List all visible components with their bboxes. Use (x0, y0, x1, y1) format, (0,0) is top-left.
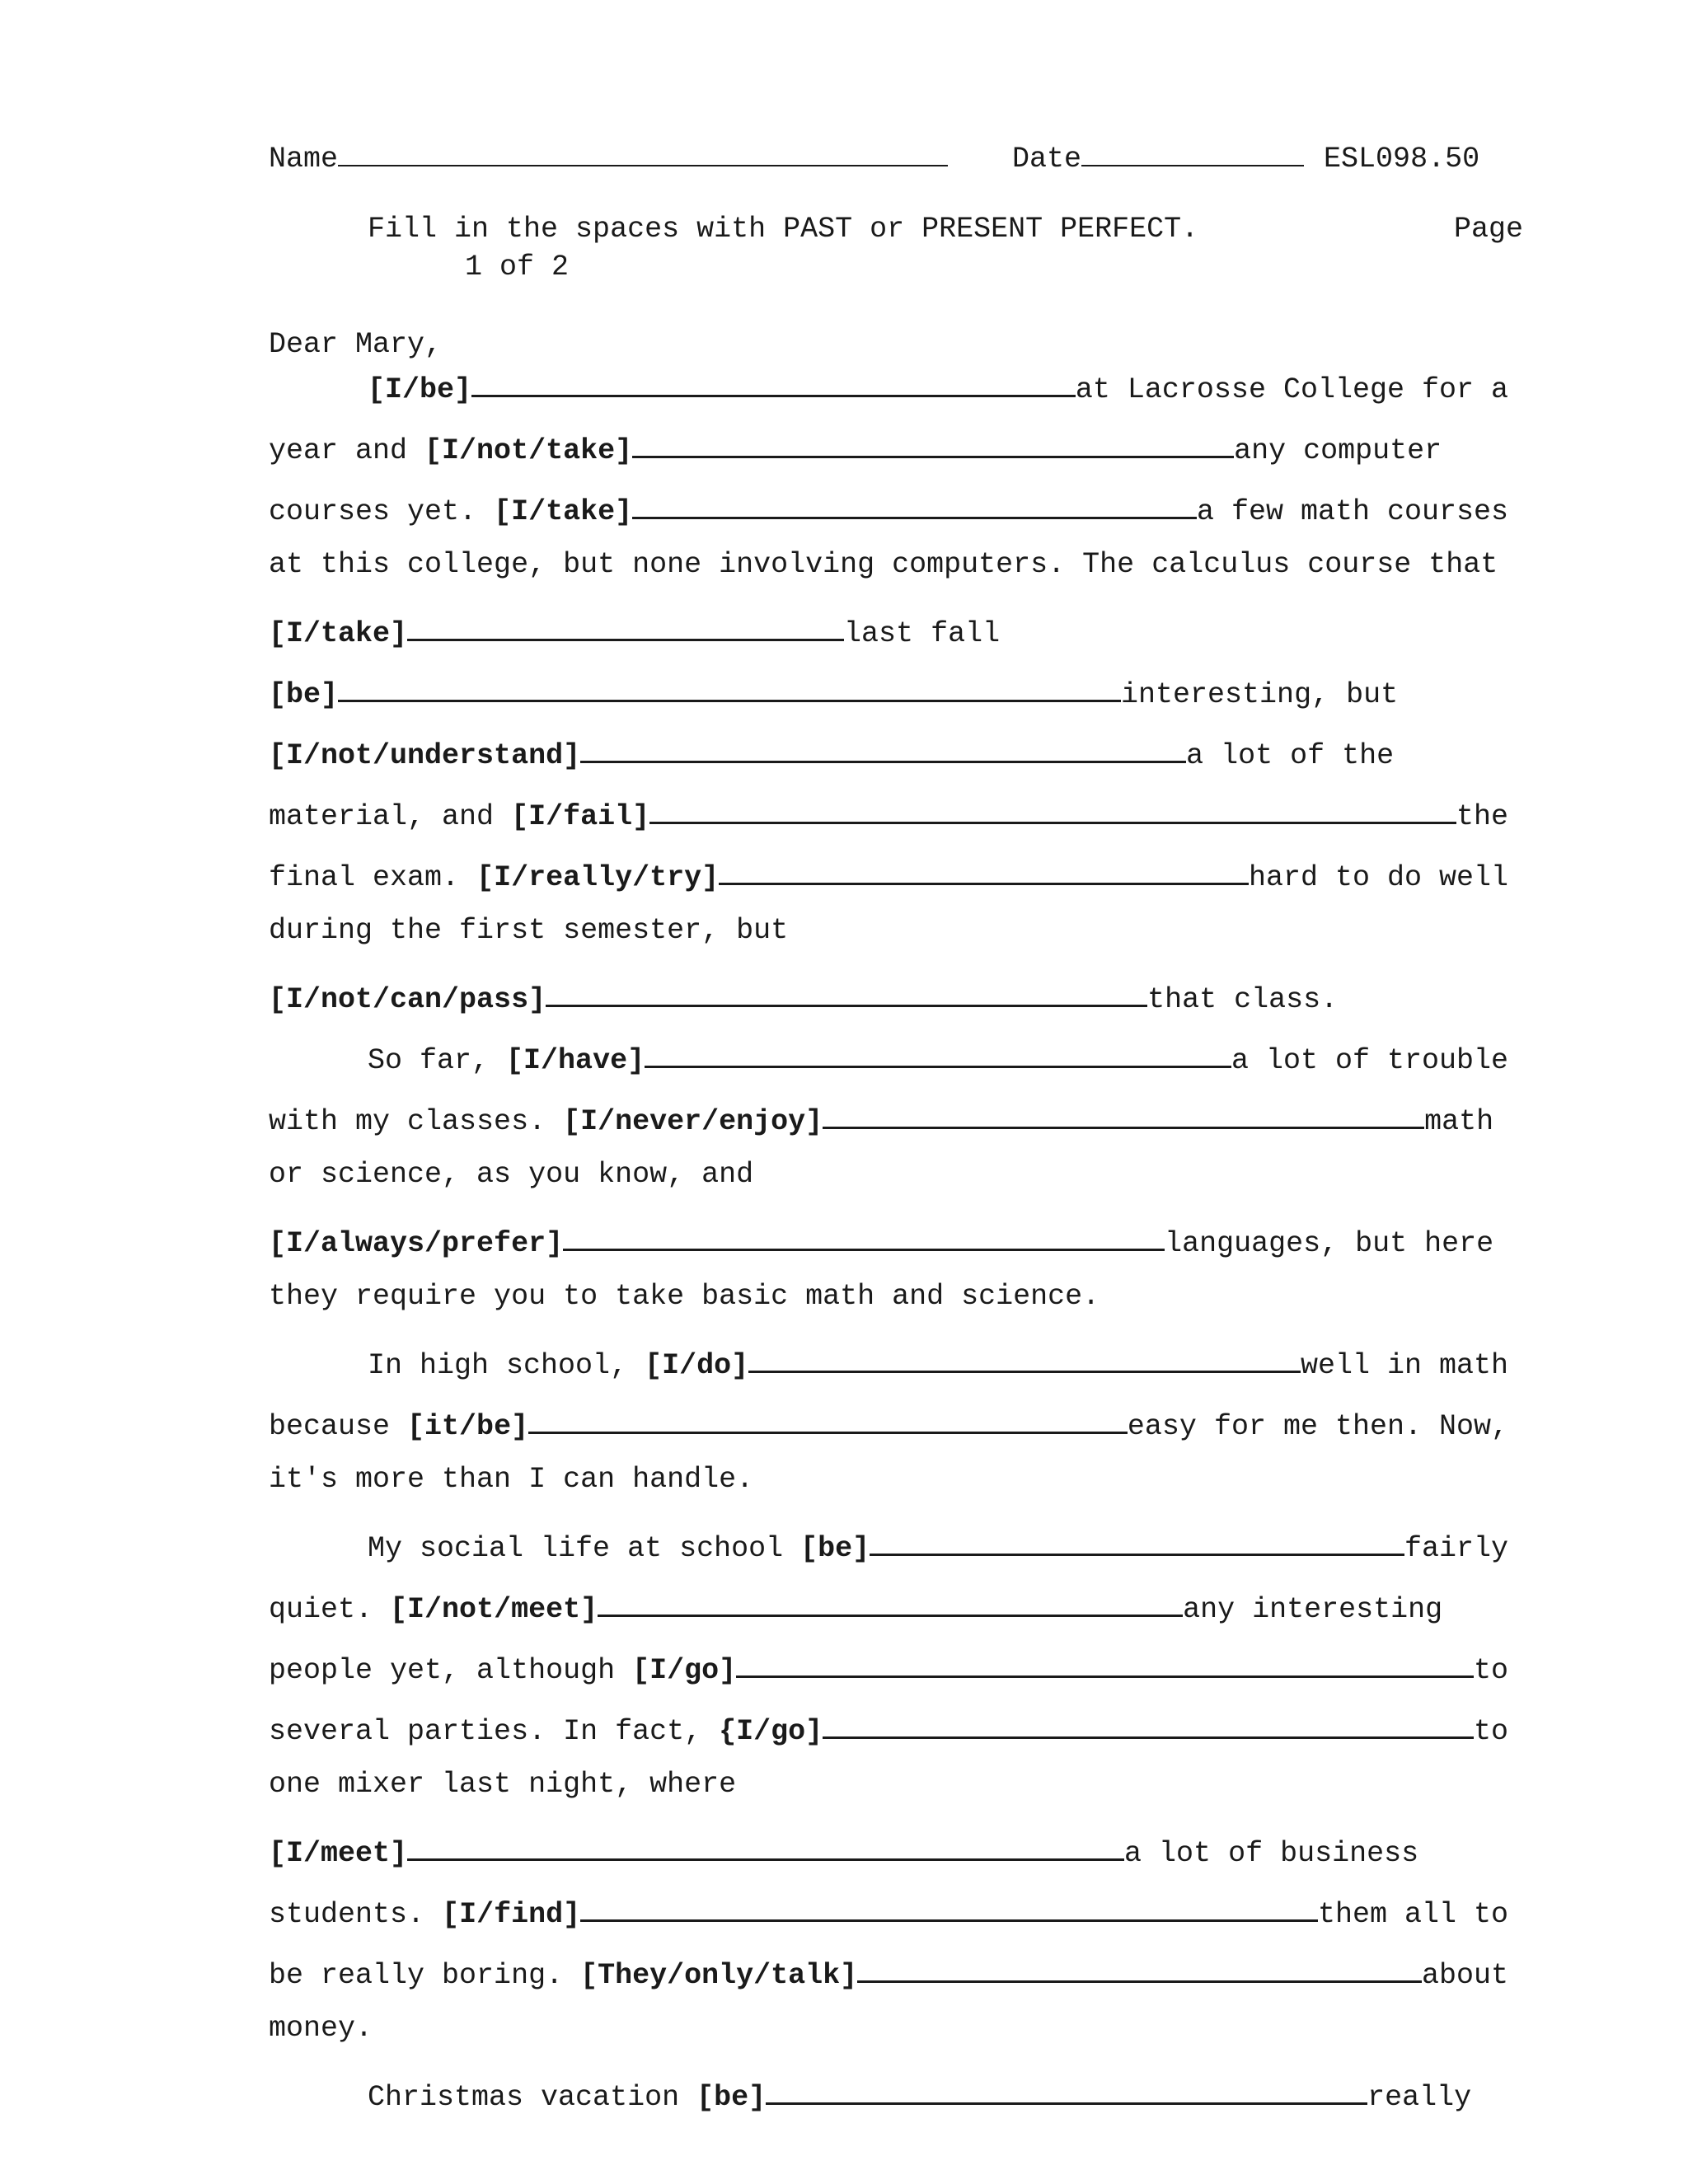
line-text: interesting, but (1121, 678, 1399, 711)
line-text: well in math (1300, 1349, 1508, 1382)
verb-cue: {I/go] (719, 1715, 823, 1748)
letter-line (298, 2040, 1471, 2147)
answer-blank[interactable] (823, 1097, 1424, 1129)
answer-blank[interactable] (823, 1707, 1474, 1739)
verb-cue: [I/find] (442, 1898, 581, 1931)
name-label: Name (269, 143, 339, 176)
line-text: My social life at school (368, 1532, 801, 1565)
verb-cue: [They/only/talk] (580, 1959, 858, 1992)
salutation-text: Dear Mary, (269, 328, 443, 361)
verb-cue: [I/always/prefer] (269, 1227, 564, 1260)
line-text: a lot of business (1124, 1837, 1419, 1870)
line-text: several parties. In fact, (269, 1715, 720, 1748)
verb-cue: [I/take] (269, 617, 408, 650)
verb-cue: [I/meet] (269, 1837, 408, 1870)
line-text: material, and (269, 800, 512, 833)
line-text: because (269, 1410, 408, 1443)
line-text: any computer (1234, 434, 1442, 467)
course-code: ESL098.50 (1324, 143, 1480, 176)
line-text: quiet. (269, 1593, 391, 1626)
line-text: at this college, but none involving computers. The calculus course that (269, 548, 1498, 581)
line-text: year and (269, 434, 425, 467)
line-text: In high school, (368, 1349, 645, 1382)
line-text: that class. (1147, 983, 1339, 1016)
line-text: languages, but here (1165, 1227, 1494, 1260)
line-text: courses yet. (269, 495, 495, 528)
line-text: to (1473, 1654, 1508, 1687)
date-blank[interactable] (1081, 135, 1304, 166)
line-text: easy for me then. Now, (1127, 1410, 1508, 1443)
line-text: one mixer last night, where (269, 1768, 737, 1801)
verb-cue: [be] (269, 678, 339, 711)
verb-cue: [I/take] (494, 495, 633, 528)
line-text: they require you to take basic math and science. (269, 1280, 1100, 1313)
line-text: Christmas vacation (368, 2081, 697, 2114)
line-text: last fall (844, 617, 1001, 650)
verb-cue: [I/have] (506, 1044, 645, 1077)
verb-cue: [be] (696, 2081, 767, 2114)
answer-blank[interactable] (857, 1951, 1422, 1983)
line-text: to (1473, 1715, 1508, 1748)
letter-line (199, 1918, 1508, 2025)
line-text: hard to do well (1248, 861, 1508, 894)
line-text: about (1421, 1959, 1508, 1992)
verb-cue: [I/never/enjoy] (563, 1105, 823, 1138)
answer-blank[interactable] (766, 2073, 1367, 2105)
verb-cue: [I/be] (368, 373, 472, 406)
line-text: math (1424, 1105, 1494, 1138)
page-label-row (1385, 180, 1523, 279)
line-text: money. (269, 2012, 373, 2045)
page-count: 1 of 2 (465, 251, 570, 284)
line-text: at Lacrosse College for a (1075, 373, 1508, 406)
line-text: be really boring. (269, 1959, 581, 1992)
verb-cue: [I/not/take] (424, 434, 633, 467)
answer-blank[interactable] (719, 853, 1249, 885)
verb-cue: [be] (800, 1532, 870, 1565)
verb-cue: [I/not/can/pass] (269, 983, 546, 1016)
verb-cue: [I/really/try] (476, 861, 720, 894)
verb-cue: [it/be] (407, 1410, 529, 1443)
line-text: the (1456, 800, 1508, 833)
line-text: during the first semester, but (269, 914, 789, 947)
line-text: fairly (1404, 1532, 1508, 1565)
line-text: people yet, although (269, 1654, 633, 1687)
name-blank[interactable] (338, 135, 948, 166)
line-text: final exam. (269, 861, 477, 894)
page-label: Page (1454, 213, 1524, 246)
instructions-text: Fill in the spaces with PAST or PRESENT PERFECT. (368, 213, 1199, 246)
line-text: a few math courses (1196, 495, 1508, 528)
line-text: it's more than I can handle. (269, 1463, 754, 1496)
line-text: really (1367, 2081, 1472, 2114)
date-label: Date (1012, 143, 1082, 176)
line-text: or science, as you know, and (269, 1158, 754, 1191)
verb-cue: [I/go] (632, 1654, 737, 1687)
line-text: students. (269, 1898, 443, 1931)
verb-cue: [I/fail] (511, 800, 650, 833)
line-text: them all to (1317, 1898, 1508, 1931)
line-text: a lot of trouble (1231, 1044, 1508, 1077)
line-text: any interesting (1183, 1593, 1443, 1626)
verb-cue: [I/not/meet] (390, 1593, 598, 1626)
line-text: with my classes. (269, 1105, 564, 1138)
verb-cue: [I/do] (645, 1349, 749, 1382)
verb-cue: [I/not/understand] (269, 739, 581, 772)
line-text: So far, (368, 1044, 507, 1077)
line-text: a lot of the (1186, 739, 1395, 772)
